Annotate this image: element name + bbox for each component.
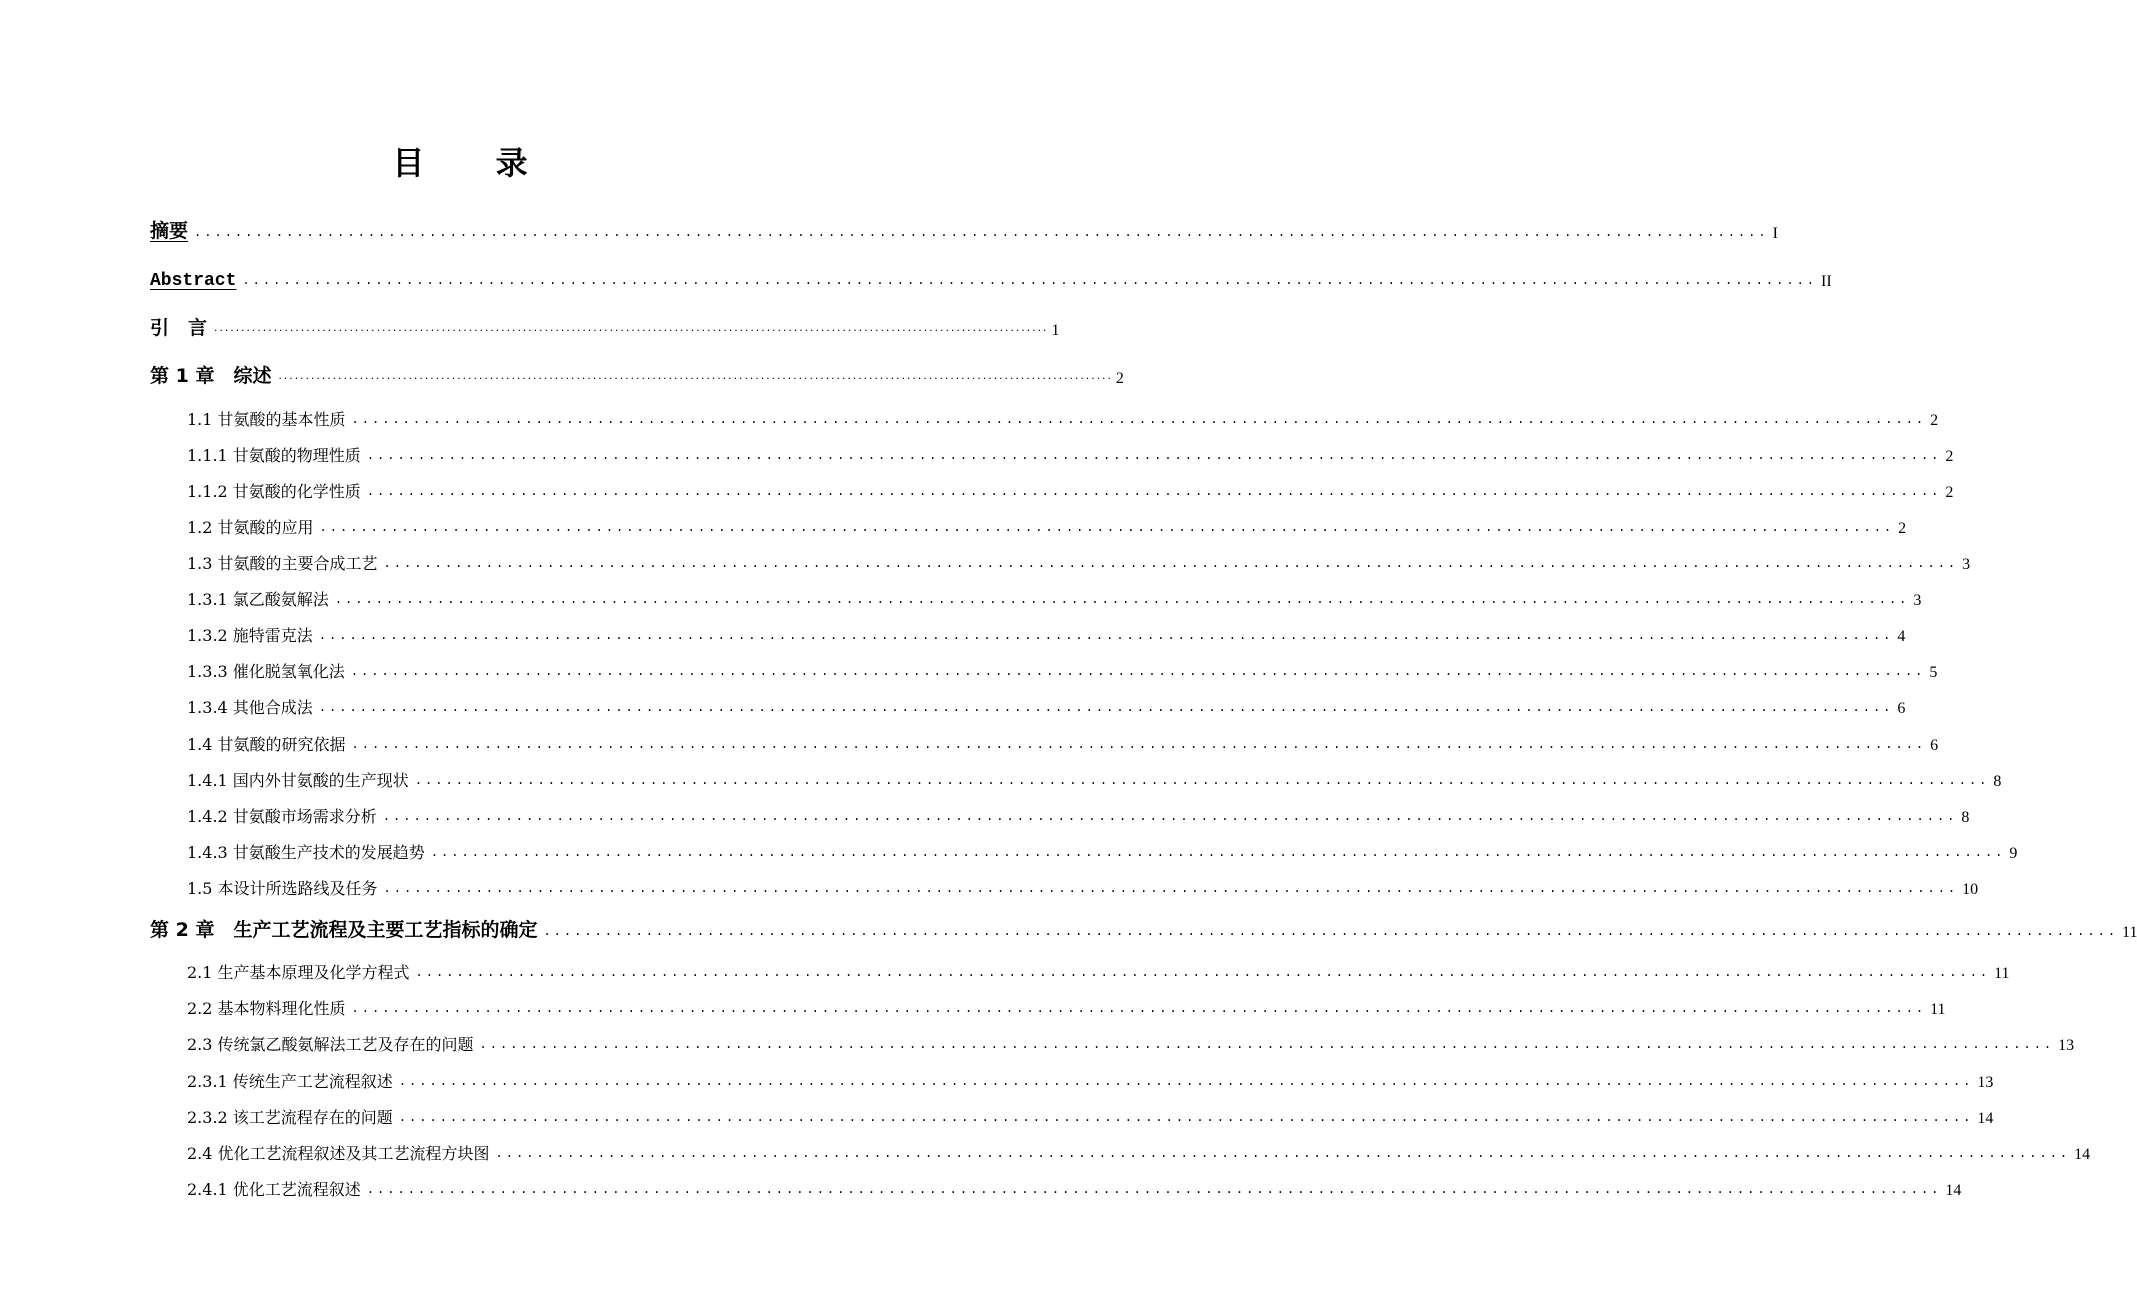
toc-entry-label: 2.1 生产基本原理及化学方程式 [187, 963, 410, 982]
dot-leader: .......................................................................................................................................................... [543, 924, 2119, 938]
toc-entry-2-3[interactable] [187, 1029, 2075, 1055]
dot-leader: .......................................................................................................................................................... [382, 809, 1958, 823]
toc-entry-1-1[interactable] [187, 404, 1939, 430]
toc-entry-page: 13 [2058, 1037, 2075, 1054]
dot-leader: .......................................................................................................................................................... [351, 1001, 1927, 1015]
toc-entry-chapter-1[interactable] [150, 362, 1124, 388]
toc-entry-label: 第 1 章 综述 [150, 365, 272, 387]
dot-leader: .......................................................................................................................................................... [366, 484, 1942, 498]
toc-entry-1-3-2[interactable] [187, 620, 1906, 646]
toc-entry-page: I [1772, 225, 1778, 242]
toc-entry-1-3-1[interactable] [187, 584, 1922, 610]
dot-leader: .......................................................................................................................................................... [318, 700, 1894, 714]
toc-entry-label: 1.3.4 其他合成法 [187, 698, 313, 717]
toc-entry-label: 第 2 章 生产工艺流程及主要工艺指标的确定 [150, 919, 538, 941]
dot-leader: .......................................................................................................................................................... [334, 592, 1910, 606]
toc-entry-page: 8 [1993, 773, 2002, 790]
toc-entry-chapter-2[interactable] [150, 916, 2137, 942]
dot-leader: .......................................................................................................................................................... [213, 324, 1048, 334]
toc-entry-2-2[interactable] [187, 993, 1946, 1019]
toc-entry-page: 2 [1115, 370, 1124, 387]
toc-entry-page: 2 [1945, 484, 1954, 501]
toc-entry-page: 6 [1930, 737, 1939, 754]
toc-entry-label: 2.4.1 优化工艺流程叙述 [187, 1180, 361, 1199]
dot-leader: .......................................................................................................................................................... [350, 664, 1926, 678]
toc-entry-page: 13 [1977, 1074, 1994, 1091]
toc-entry-page: 4 [1897, 628, 1906, 645]
dot-leader: .......................................................................................................................................................... [318, 628, 1894, 642]
toc-entry-1-4-2[interactable] [187, 801, 1970, 827]
toc-entry-abstract-en[interactable] [150, 265, 1832, 291]
toc-title: 目 录 [392, 144, 558, 182]
toc-entry-page: 11 [1994, 965, 2010, 982]
toc-entry-page: 5 [1929, 664, 1938, 681]
toc-entry-page: 2 [1945, 448, 1954, 465]
toc-entry-page: 14 [1945, 1182, 1962, 1199]
toc-entry-label: 引 言 [150, 317, 208, 339]
dot-leader: .......................................................................................................................................................... [383, 556, 1959, 570]
dot-leader: .......................................................................................................................................................... [366, 448, 1942, 462]
toc-entry-label: 2.3 传统氯乙酸氨解法工艺及存在的问题 [187, 1035, 474, 1054]
toc-entry-label: 2.3.1 传统生产工艺流程叙述 [187, 1072, 393, 1091]
toc-entry-2-4-1[interactable] [187, 1174, 1962, 1200]
toc-entry-label: 1.3 甘氨酸的主要合成工艺 [187, 554, 378, 573]
toc-entry-label: 2.3.2 该工艺流程存在的问题 [187, 1108, 393, 1127]
toc-entry-1-4[interactable] [187, 729, 1939, 755]
dot-leader: .......................................................................................................................................................... [430, 845, 2006, 859]
toc-entry-page: 11 [2122, 924, 2137, 941]
toc-entry-page: 10 [1962, 881, 1979, 898]
toc-entry-label: 1.3.3 催化脱氢氧化法 [187, 662, 345, 681]
dot-leader: .......................................................................................................................................................... [351, 737, 1927, 751]
toc-entry-page: 8 [1961, 809, 1970, 826]
toc-entry-1-2[interactable] [187, 512, 1907, 538]
dot-leader: .......................................................................................................................................................... [366, 1182, 1942, 1196]
dot-leader: .......................................................................................................................................................... [495, 1146, 2071, 1160]
toc-entry-page: 1 [1051, 322, 1060, 339]
toc-entry-label: 2.2 基本物料理化性质 [187, 999, 346, 1018]
toc-entry-page: 9 [2009, 845, 2018, 862]
toc-entry-label: 1.1.1 甘氨酸的物理性质 [187, 446, 361, 465]
toc-entry-page: 3 [1962, 556, 1971, 573]
dot-leader: .......................................................................................................................................................... [277, 372, 1112, 382]
toc-entry-label: 摘要 [150, 220, 189, 242]
toc-entry-page: 2 [1930, 412, 1939, 429]
dot-leader: .......................................................................................................................................................... [398, 1110, 1974, 1124]
toc-entry-label: 1.1 甘氨酸的基本性质 [187, 410, 346, 429]
dot-leader: .......................................................................................................................................................... [351, 412, 1927, 426]
toc-entry-2-1[interactable] [187, 957, 2010, 983]
toc-entry-page: II [1821, 273, 1832, 290]
toc-entry-introduction[interactable] [150, 314, 1060, 340]
toc-entry-page: 14 [1977, 1110, 1994, 1127]
dot-leader: .......................................................................................................................................................... [479, 1037, 2055, 1051]
toc-entry-label: 1.5 本设计所选路线及任务 [187, 879, 378, 898]
toc-entry-abstract-cn[interactable] [150, 217, 1778, 243]
toc-entry-page: 11 [1930, 1001, 1946, 1018]
toc-entry-page: 6 [1897, 700, 1906, 717]
toc-entry-2-3-2[interactable] [187, 1102, 1994, 1128]
dot-leader: .......................................................................................................................................................... [194, 225, 1769, 239]
toc-entry-page: 2 [1898, 520, 1907, 537]
dot-leader: .......................................................................................................................................................... [414, 773, 1990, 787]
dot-leader: .......................................................................................................................................................... [383, 881, 1959, 895]
toc-entry-2-4[interactable] [187, 1138, 2091, 1164]
toc-entry-label: 1.4.3 甘氨酸生产技术的发展趋势 [187, 843, 425, 862]
toc-entry-label: 2.4 优化工艺流程叙述及其工艺流程方块图 [187, 1144, 490, 1163]
toc-entry-1-3-4[interactable] [187, 692, 1906, 718]
toc-entry-1-1-2[interactable] [187, 476, 1954, 502]
toc-entry-1-3-3[interactable] [187, 656, 1938, 682]
toc-entry-2-3-1[interactable] [187, 1066, 1994, 1092]
toc-entry-label: 1.3.2 施特雷克法 [187, 626, 313, 645]
dot-leader: .......................................................................................................................................................... [415, 965, 1991, 979]
toc-entry-1-4-3[interactable] [187, 837, 2018, 863]
toc-entry-label: 1.4.2 甘氨酸市场需求分析 [187, 807, 377, 826]
toc-entry-page: 14 [2074, 1146, 2091, 1163]
toc-entry-label: 1.4 甘氨酸的研究依据 [187, 735, 346, 754]
toc-entry-page: 3 [1913, 592, 1922, 609]
toc-entry-label: 1.2 甘氨酸的应用 [187, 518, 314, 537]
toc-entry-label: 1.3.1 氯乙酸氨解法 [187, 590, 329, 609]
dot-leader: .......................................................................................................................................................... [398, 1074, 1974, 1088]
toc-entry-1-3[interactable] [187, 548, 1971, 574]
toc-entry-1-5[interactable] [187, 873, 1979, 899]
dot-leader: .......................................................................................................................................................... [242, 273, 1818, 287]
toc-entry-1-4-1[interactable] [187, 765, 2002, 791]
toc-entry-1-1-1[interactable] [187, 440, 1954, 466]
toc-entry-label: 1.4.1 国内外甘氨酸的生产现状 [187, 771, 409, 790]
toc-entry-label: 1.1.2 甘氨酸的化学性质 [187, 482, 361, 501]
toc-entry-label: Abstract [150, 271, 237, 291]
dot-leader: .......................................................................................................................................................... [319, 520, 1895, 534]
